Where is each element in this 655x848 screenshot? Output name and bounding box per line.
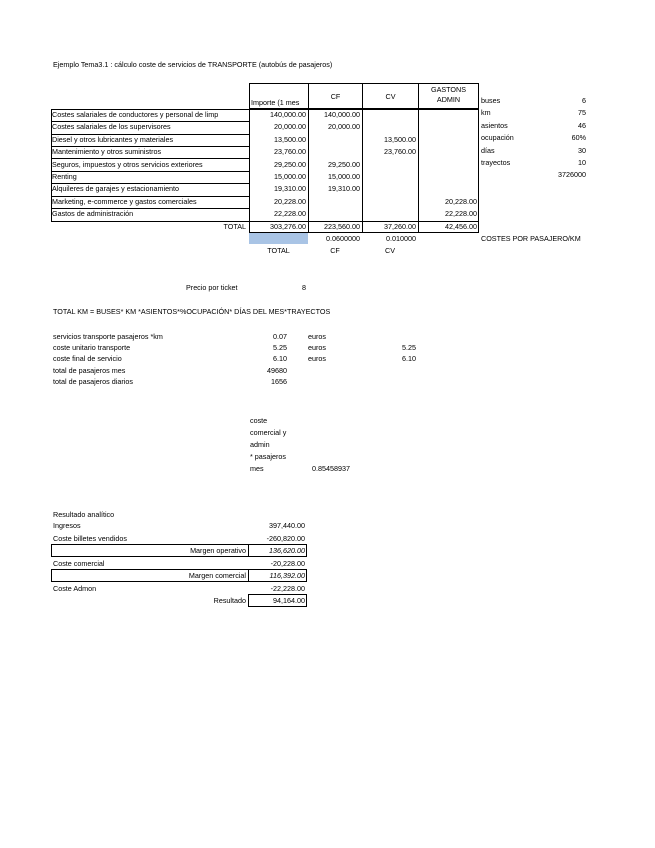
cost-value[interactable]: 5.25 <box>273 343 287 353</box>
coste-billetes-label: Coste billetes vendidos <box>53 534 127 543</box>
row-cv[interactable] <box>363 209 416 220</box>
row-gastos-admin[interactable] <box>419 172 477 183</box>
row-gastos-admin[interactable] <box>419 147 477 158</box>
param-value[interactable]: 60% <box>571 133 586 143</box>
row-label[interactable]: Alquileres de garajes y estacionamiento <box>52 184 180 194</box>
row-importe[interactable]: 140,000.00 <box>270 110 306 119</box>
header-gastos-admin: GASTONS ADMIN <box>430 85 466 104</box>
row-cv[interactable] <box>363 172 416 183</box>
row-label[interactable]: Gastos de administración <box>52 209 134 219</box>
cost-value[interactable]: 1656 <box>271 376 287 386</box>
row-cf[interactable] <box>309 197 360 208</box>
cost-unit: euros <box>308 343 326 353</box>
row-label[interactable]: Costes salariales de los supervisores <box>52 122 171 132</box>
row-label[interactable]: Renting <box>52 172 77 181</box>
row-cf[interactable]: 19,310.00 <box>328 184 360 194</box>
cost-label: total de pasajeros mes <box>53 365 126 375</box>
row-cf[interactable] <box>309 135 360 146</box>
row-cf[interactable] <box>309 209 360 220</box>
header-cf: CF <box>330 92 341 101</box>
cost-label: coste unitario transporte <box>53 343 131 353</box>
row-label[interactable]: Mantenimiento y otros suministros <box>52 147 162 157</box>
row-importe[interactable]: 13,500.00 <box>274 134 306 144</box>
row-label[interactable]: Costes salariales de conductores y personal de limp <box>52 110 219 119</box>
cost-value[interactable]: 0.07 <box>273 332 287 341</box>
row-label[interactable]: Diesel y otros lubricantes y materiales <box>52 134 174 144</box>
per-km-cf[interactable]: 0.0600000 <box>326 234 360 243</box>
cost-label: servicios transporte pasajeros *km <box>53 332 163 341</box>
row-gastos-admin[interactable]: 20,228.00 <box>445 196 477 206</box>
row-cf[interactable]: 15,000.00 <box>328 172 360 181</box>
coste-comercial-line: comercial y <box>250 428 287 437</box>
footer-cf: CF <box>330 246 340 255</box>
row-cv[interactable] <box>363 160 416 171</box>
cost-unit: euros <box>308 354 326 364</box>
param-value[interactable]: 75 <box>578 108 586 118</box>
row-gastos-admin[interactable] <box>419 184 477 195</box>
coste-comercial-row-value[interactable]: -20,228.00 <box>270 559 305 568</box>
cost-unit: euros <box>308 332 326 341</box>
header-cv-cell[interactable] <box>362 83 419 109</box>
row-gastos-admin[interactable] <box>419 110 477 121</box>
row-importe[interactable]: 23,760.00 <box>274 147 306 157</box>
row-importe[interactable]: 19,310.00 <box>274 184 306 194</box>
total-gastos-admin[interactable]: 42,456.00 <box>445 222 477 231</box>
per-km-cv[interactable]: 0.010000 <box>386 234 416 243</box>
row-importe[interactable]: 20,228.00 <box>274 196 306 206</box>
param-value[interactable]: 46 <box>578 120 586 130</box>
selected-cell[interactable] <box>249 233 308 244</box>
footer-cv: CV <box>385 246 395 255</box>
header-importe: Importe (1 mes <box>251 98 300 107</box>
row-cv[interactable]: 13,500.00 <box>384 134 416 144</box>
param-label: buses <box>481 96 501 105</box>
row-cf[interactable]: 140,000.00 <box>324 110 360 119</box>
total-importe[interactable]: 303,276.00 <box>270 222 306 231</box>
param-label: km <box>481 108 491 118</box>
footer-total: TOTAL <box>267 246 290 255</box>
row-importe[interactable]: 22,228.00 <box>274 209 306 219</box>
param-value[interactable]: 3726000 <box>558 170 586 180</box>
precio-value[interactable]: 8 <box>302 283 306 292</box>
row-cv[interactable] <box>363 122 416 133</box>
resultado-title: Resultado analítico <box>53 510 115 519</box>
coste-comercial-line: mes <box>250 464 264 473</box>
resultado-label: Resultado <box>213 596 246 605</box>
param-label: trayectos <box>481 158 511 167</box>
cost-value[interactable]: 6.10 <box>273 354 287 364</box>
header-cv: CV <box>385 92 396 101</box>
coste-admon-label: Coste Admon <box>53 584 97 593</box>
costes-por-pasajero-label: COSTES POR PASAJERO/KM <box>481 234 581 243</box>
param-label: asientos <box>481 120 508 130</box>
row-cv[interactable] <box>363 110 416 121</box>
row-importe[interactable]: 20,000.00 <box>274 122 306 132</box>
header-gastos-admin-cell[interactable] <box>418 83 479 109</box>
margen-operativo-value[interactable]: 136,620.00 <box>269 546 305 555</box>
param-value[interactable]: 6 <box>582 96 586 105</box>
sheet-title: Ejemplo Tema3.1 : cálculo coste de servicios de TRANSPORTE (autobús de pasajeros) <box>53 60 333 69</box>
coste-comercial-row-label: Coste comercial <box>53 559 105 568</box>
cost-extra[interactable]: 6.10 <box>402 354 416 364</box>
margen-operativo-label: Margen operativo <box>190 546 246 555</box>
row-importe[interactable]: 29,250.00 <box>274 159 306 169</box>
row-cf[interactable]: 29,250.00 <box>328 159 360 169</box>
cost-value[interactable]: 49680 <box>267 365 287 375</box>
header-importe-cell[interactable] <box>249 83 309 109</box>
precio-label: Precio por ticket <box>186 283 238 292</box>
param-value[interactable]: 30 <box>578 145 586 155</box>
row-gastos-admin[interactable] <box>419 122 477 133</box>
header-cf-cell[interactable] <box>308 83 363 109</box>
row-label[interactable]: Seguros, impuestos y otros servicios exteriores <box>52 159 203 169</box>
ingresos-label: Ingresos <box>53 521 81 530</box>
row-gastos-admin[interactable] <box>419 135 477 146</box>
coste-billetes-value[interactable]: -260,820.00 <box>266 534 305 543</box>
row-label[interactable]: Marketing, e-commerce y gastos comerciales <box>52 196 197 206</box>
resultado-value[interactable]: 94,164.00 <box>273 596 305 605</box>
row-importe[interactable]: 15,000.00 <box>274 172 306 181</box>
coste-comercial-line: coste <box>250 416 268 425</box>
cost-extra[interactable]: 5.25 <box>402 343 416 353</box>
coste-comercial-line: admin <box>250 440 270 449</box>
param-label: días <box>481 145 495 155</box>
row-gastos-admin[interactable]: 22,228.00 <box>445 209 477 219</box>
row-cv[interactable]: 23,760.00 <box>384 147 416 157</box>
total-label: TOTAL <box>223 222 246 231</box>
row-gastos-admin[interactable] <box>419 160 477 171</box>
row-cv[interactable] <box>363 184 416 195</box>
coste-comercial-line: * pasajeros <box>250 452 286 461</box>
param-value[interactable]: 10 <box>578 158 586 167</box>
cost-label: total de pasajeros diarios <box>53 376 133 386</box>
cost-label: coste final de servicio <box>53 354 122 364</box>
coste-admon-value[interactable]: -22,228.00 <box>270 584 305 593</box>
row-cv[interactable] <box>363 197 416 208</box>
row-cf[interactable]: 20,000.00 <box>328 122 360 132</box>
total-cv[interactable]: 37,260.00 <box>384 222 416 231</box>
margen-comercial-value[interactable]: 116,392.00 <box>269 571 305 580</box>
row-cf[interactable] <box>309 147 360 158</box>
param-label: ocupación <box>481 133 514 143</box>
margen-comercial-label: Margen comercial <box>188 571 246 580</box>
total-km-formula: TOTAL KM = BUSES* KM *ASIENTOS*%OCUPACIÓN* DÍAS DEL MES*TRAYECTOS <box>53 307 331 316</box>
coste-comercial-value[interactable]: 0.85458937 <box>312 464 350 473</box>
ingresos-value[interactable]: 397,440.00 <box>269 521 305 530</box>
total-cf[interactable]: 223,560.00 <box>324 222 360 231</box>
